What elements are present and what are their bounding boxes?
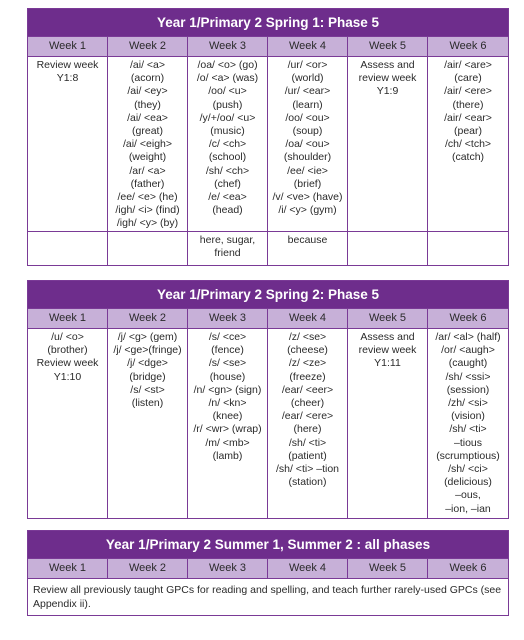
cell-line: /or/ <augh>	[441, 344, 495, 357]
cell-line: (scrumptious)	[436, 449, 500, 462]
header-week-4: Week 4	[268, 309, 348, 328]
cell-line: (head)	[212, 204, 243, 217]
cell-line: /ur/ <or>	[287, 59, 328, 71]
cell-line: (lamb)	[212, 449, 243, 462]
cell-line: /ai/ <ey>	[127, 85, 168, 98]
cell-line: /oa/ <ou>	[285, 138, 330, 151]
cell-line: /ur/ <ear>	[284, 85, 331, 98]
cell-line: /j/ <dge>	[127, 357, 168, 370]
cell-line: /sh/ <ti>	[288, 436, 327, 449]
cell-line: (listen)	[131, 397, 164, 410]
cell-line: friend	[214, 247, 241, 260]
header-row	[28, 558, 508, 578]
extra-cell-week-6	[428, 232, 508, 265]
cell-line: /i/ <y> (gym)	[278, 204, 337, 217]
cell-line: (caught)	[448, 357, 488, 370]
cell-line: Y1:9	[376, 85, 399, 98]
header-week-6: Week 6	[449, 312, 487, 324]
header-week-5: Week 5	[348, 37, 428, 56]
table-title: Year 1/Primary 2 Summer 1, Summer 2 : all phases	[28, 531, 508, 558]
cell-line: (vision)	[451, 410, 485, 423]
cell-line: /ee/ <e> (he)	[117, 191, 178, 204]
cell-line: (music)	[210, 125, 245, 138]
cell-line: (care)	[454, 72, 482, 85]
cell-line: (chef)	[214, 177, 241, 190]
cell-line: /m/ <mb>	[205, 436, 250, 449]
cell-line: (bridge)	[129, 370, 166, 383]
cell-week-4	[268, 329, 348, 519]
cell-line: review week	[358, 72, 417, 85]
cell-line: (pear)	[453, 125, 482, 138]
cell-line: (brother)	[47, 344, 88, 357]
cell-line: /oo/ <ou>	[285, 111, 330, 124]
content-row	[28, 56, 508, 231]
cell-week-4	[268, 57, 348, 234]
cell-line: (catch)	[451, 151, 485, 164]
header-week-2: Week 2	[108, 309, 188, 328]
cell-line: /air/ <are>	[444, 59, 492, 71]
cell-line: /s/ <ce>	[208, 331, 247, 343]
header-week-3: Week 3	[188, 309, 268, 328]
cell-line: (station)	[288, 476, 327, 489]
cell-week-6	[428, 329, 508, 519]
cell-line: /oa/ <o> (go)	[197, 59, 258, 71]
summer-description: Review all previously taught GPCs for reading and spelling, and teach further rarely-used GPCs (see Appendix ii).	[28, 578, 508, 615]
header-week-1: Week 1	[28, 559, 108, 578]
cell-line: /igh/ <i> (find)	[115, 204, 180, 217]
extra-words-row	[28, 231, 508, 265]
cell-week-5	[348, 57, 428, 234]
cell-line: Review week	[36, 357, 99, 370]
cell-line: (house)	[209, 370, 246, 383]
cell-line: –ion, –ian	[445, 502, 491, 515]
cell-line: /air/ <ear>	[444, 111, 492, 124]
cell-line: /n/ <kn>	[208, 397, 247, 410]
cell-week-2	[108, 329, 188, 519]
cell-line: /v/ <ve> (have)	[272, 191, 343, 204]
header-week-4: Week 4	[268, 37, 348, 56]
cell-line: /sh/ <ch>	[205, 164, 250, 177]
cell-line: (knee)	[212, 410, 243, 423]
header-week-3: Week 3	[188, 559, 268, 578]
cell-line: /ear/ <ere>	[281, 410, 334, 423]
cell-line: /c/ <ch>	[208, 138, 247, 151]
cell-line: (learn)	[292, 98, 323, 111]
extra-cell-week-5	[348, 232, 428, 265]
cell-line: /sh/ <ci>	[448, 463, 488, 476]
cell-week-1	[28, 57, 108, 234]
cell-line: /s/ <se>	[208, 357, 247, 370]
cell-line: /oo/ <u>	[208, 85, 247, 98]
header-week-6: Week 6	[449, 562, 487, 574]
cell-line: /o/ <a> (was)	[196, 72, 259, 85]
cell-line: /y/+/oo/ <u>	[199, 111, 256, 124]
cell-line: /j/ <ge>(fringe)	[113, 344, 182, 357]
header-week-6: Week 6	[449, 40, 487, 52]
cell-line: (father)	[130, 177, 165, 190]
cell-line: /igh/ <y> (by)	[116, 217, 179, 230]
header-week-2: Week 2	[108, 37, 188, 56]
extra-cell-week-3	[188, 232, 268, 265]
cell-line: Y1:10	[53, 370, 82, 383]
cell-line: /e/ <ea>	[208, 191, 247, 204]
cell-line: because	[287, 234, 328, 246]
cell-line: (brief)	[293, 177, 322, 190]
cell-line: (shoulder)	[283, 151, 332, 164]
cell-line: Assess and	[360, 331, 415, 343]
cell-line: /sh/ <ssi>	[445, 370, 491, 383]
table-title: Year 1/Primary 2 Spring 2: Phase 5	[28, 281, 508, 308]
spring2-table	[27, 280, 509, 519]
cell-line: /ai/ <eigh>	[122, 138, 173, 151]
cell-line: (push)	[212, 98, 243, 111]
header-week-4: Week 4	[268, 559, 348, 578]
cell-line: Review week	[36, 59, 99, 71]
spring1-table	[27, 8, 509, 266]
cell-line: here, sugar,	[199, 234, 256, 246]
cell-line: (freeze)	[289, 370, 326, 383]
table-title: Year 1/Primary 2 Spring 1: Phase 5	[28, 9, 508, 36]
cell-line: /ar/ <al> (half)	[435, 331, 501, 343]
cell-line: (session)	[446, 383, 490, 396]
cell-line: (here)	[293, 423, 322, 436]
cell-line: Y1:8	[56, 72, 79, 85]
extra-cell-week-4	[268, 232, 348, 265]
cell-week-3	[188, 57, 268, 234]
extra-cell-week-1	[28, 232, 108, 265]
cell-line: /sh/ <ti>	[449, 423, 487, 436]
header-week-1: Week 1	[28, 309, 108, 328]
cell-line: (there)	[452, 98, 484, 111]
cell-line: review week	[358, 344, 417, 357]
cell-line: /n/ <gn> (sign)	[193, 383, 262, 396]
content-row	[28, 328, 508, 518]
header-week-3: Week 3	[188, 37, 268, 56]
cell-line: /s/ <st>	[130, 383, 165, 396]
cell-line: –tious	[453, 436, 483, 449]
cell-line: /ee/ <ie>	[287, 164, 328, 177]
cell-line: –ous,	[455, 489, 481, 502]
cell-week-3	[188, 329, 268, 519]
cell-line: (patient)	[288, 449, 327, 462]
cell-line: /sh/ <ti> –tion	[275, 463, 340, 476]
cell-line: Assess and	[360, 59, 415, 71]
cell-week-2	[108, 57, 188, 234]
cell-line: (weight)	[128, 151, 167, 164]
cell-line: (they)	[134, 98, 161, 111]
summer-table	[27, 530, 509, 616]
cell-line: (cheer)	[290, 397, 325, 410]
cell-line: (great)	[132, 125, 163, 138]
cell-line: /air/ <ere>	[444, 85, 492, 98]
header-row	[28, 36, 508, 56]
cell-line: (cheese)	[287, 344, 328, 357]
header-week-5: Week 5	[348, 309, 428, 328]
cell-line: /ch/ <tch>	[444, 138, 492, 151]
cell-line: (world)	[291, 72, 324, 85]
cell-line: /ai/ <a>	[129, 59, 166, 71]
cell-line: (delicious)	[444, 476, 492, 489]
header-row	[28, 308, 508, 328]
header-week-5: Week 5	[348, 559, 428, 578]
extra-cell-week-2	[108, 232, 188, 265]
cell-line: /z/ <ze>	[288, 357, 327, 370]
cell-line: (school)	[208, 151, 247, 164]
header-week-2: Week 2	[108, 559, 188, 578]
cell-line: /ear/ <eer>	[281, 383, 334, 396]
cell-line: Y1:11	[374, 357, 401, 370]
cell-week-5	[348, 329, 428, 519]
cell-line: (fence)	[211, 344, 244, 357]
cell-line: /u/ <o>	[51, 331, 84, 343]
cell-line: /ai/ <ea>	[127, 111, 168, 124]
cell-line: /r/ <wr> (wrap)	[193, 423, 262, 436]
cell-week-6	[428, 57, 508, 234]
cell-line: /zh/ <si>	[448, 397, 488, 410]
cell-week-1	[28, 329, 108, 519]
cell-line: /j/ <g> (gem)	[117, 331, 178, 343]
cell-line: (soup)	[292, 125, 323, 138]
cell-line: /ar/ <a>	[129, 164, 166, 177]
cell-line: (acorn)	[130, 72, 165, 85]
cell-line: /z/ <se>	[288, 331, 327, 343]
header-week-1: Week 1	[28, 37, 108, 56]
